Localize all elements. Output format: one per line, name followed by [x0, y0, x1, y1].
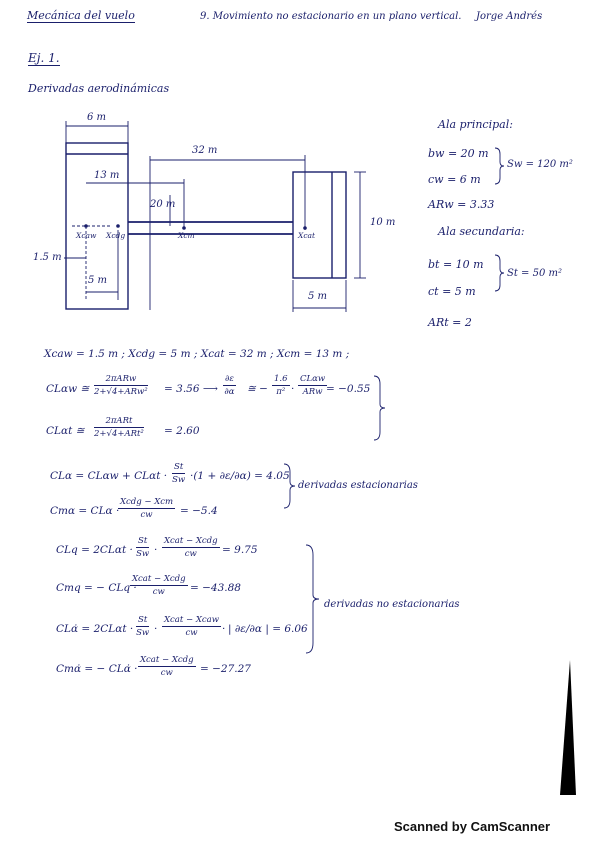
eq1-den: 2+√4+ARw² — [94, 387, 148, 397]
dim-tail-height: 10 m — [370, 217, 396, 228]
eq8-lhs: Cmα̇ = − CLα̇ · — [56, 663, 138, 675]
positions-line: Xcaw = 1.5 m ; Xcdg = 5 m ; Xcat = 32 m ; Xcm = 13 m ; — [44, 348, 350, 360]
nonstationary-label: derivadas no estacionarias — [324, 599, 460, 610]
eq3-sf-num: St — [174, 462, 184, 472]
eq1-mid: = 3.56 ⟶ — [164, 383, 218, 395]
eq6-result: = −43.88 — [190, 582, 241, 594]
eq3-sratio — [172, 462, 185, 485]
tail-heading: Ala secundaria: — [438, 225, 525, 238]
eq2-result: = 2.60 — [164, 425, 200, 437]
main-wing-sw: Sw = 120 m² — [507, 159, 573, 170]
main-wing-bw: bw = 20 m — [428, 147, 489, 160]
eq4-fraction — [118, 497, 175, 520]
dim-offset: 1.5 m — [33, 252, 62, 263]
label-xcdg: Xcdg — [106, 231, 126, 240]
eq5-result: = 9.75 — [222, 544, 258, 556]
eq5-sratio — [136, 536, 149, 559]
eq4-result: = −5.4 — [180, 505, 218, 517]
exercise-title: Ej. 1. — [28, 51, 60, 65]
eq1-c-den: π² — [276, 387, 286, 397]
eq8-den: cw — [160, 668, 173, 678]
eq1-de-num: ∂ε — [225, 374, 234, 384]
eq5-s-num: St — [138, 536, 148, 546]
eq3-lhs: CLα = CLαw + CLαt · — [50, 470, 168, 482]
label-xcm: Xcm — [178, 231, 195, 240]
eq1-fraction — [94, 374, 148, 397]
eq2-den: 2+√4+ARt² — [94, 429, 144, 439]
eq2-lhs: CLαt ≅ — [46, 425, 85, 437]
eq1-num: 2πARw — [94, 374, 148, 386]
eq3-sf-den: Sw — [172, 475, 186, 485]
scanner-mark — [560, 660, 576, 795]
eq7-fraction — [162, 615, 221, 638]
tail-st: St = 50 m² — [507, 268, 562, 279]
eq5-den: cw — [184, 549, 197, 559]
eq1-result: = −0.55 — [326, 383, 371, 395]
eq1-cl — [298, 374, 327, 397]
eq1-dot: · — [291, 383, 295, 395]
dim-inner: 5 m — [88, 275, 108, 286]
eq6-fraction — [130, 574, 188, 597]
eq6-num: Xcat − Xcdg — [132, 574, 186, 584]
scanner-footer: Scanned by CamScanner — [394, 819, 551, 834]
main-wing-cw: cw = 6 m — [428, 173, 481, 186]
exercise-subtitle: Derivadas aerodinámicas — [28, 82, 170, 95]
eq5-dot: · — [154, 544, 158, 556]
eq6-lhs: Cmq = − CLq · — [56, 582, 137, 594]
eq1-cl-den: ARw — [302, 387, 323, 397]
eq4-den: cw — [140, 510, 153, 520]
dim-arm-cm: 13 m — [94, 170, 120, 181]
main-wing-heading: Ala principal: — [438, 118, 513, 131]
tail-bt: bt = 10 m — [428, 258, 484, 271]
eq5-fraction — [162, 536, 220, 559]
eq7-den: cw — [185, 628, 198, 638]
eq1-deda — [223, 374, 236, 397]
dim-chord-wing: 6 m — [87, 112, 107, 123]
eq7-dot: · — [154, 623, 158, 635]
eq8-num: Xcat − Xcdg — [140, 655, 194, 665]
eq1-de-den: ∂α — [224, 387, 235, 397]
stationary-label: derivadas estacionarias — [298, 480, 418, 491]
eq5-num: Xcat − Xcdg — [164, 536, 218, 546]
eq4-num: Xcdg − Xcm — [120, 497, 174, 507]
eq1-eq: ≅ − — [247, 383, 268, 395]
eq3-rest: ·(1 + ∂ε/∂α) = 4.05 — [190, 470, 290, 482]
eq1-coef — [272, 374, 290, 397]
tail-ct: ct = 5 m — [428, 285, 476, 298]
topic-title: 9. Movimiento no estacionario en un plano vertical. — [200, 11, 462, 22]
dim-tail-chord: 5 m — [308, 291, 328, 302]
eq1-c-num: 1.6 — [274, 374, 288, 384]
eq7-deda: | ∂ε/∂α | = 6.06 — [228, 623, 308, 635]
eq8-result: = −27.27 — [200, 663, 251, 675]
eq7-bar: · — [222, 623, 226, 635]
author-name: Jorge Andrés — [476, 11, 543, 22]
eq2-fraction — [94, 416, 144, 439]
eq5-s-den: Sw — [136, 549, 150, 559]
label-xcaw: Xcaw — [76, 231, 97, 240]
eq5-lhs: CLq = 2CLαt · — [56, 544, 133, 556]
eq1-lhs: CLαw ≅ — [46, 383, 90, 395]
label-xcat: Xcat — [298, 231, 316, 240]
eq7-num: Xcat − Xcaw — [164, 615, 219, 625]
dim-arm-tail: 32 m — [192, 145, 218, 156]
eq8-fraction — [138, 655, 196, 678]
eq4-lhs: Cmα = CLα · — [50, 505, 120, 517]
eq1-cl-num: CLαw — [300, 374, 326, 384]
eq7-s-num: St — [138, 615, 148, 625]
eq7-lhs: CLα̇ = 2CLαt · — [56, 623, 134, 635]
eq2-num: 2πARt — [94, 416, 144, 428]
tail-outline — [293, 172, 346, 278]
tail-art: ARt = 2 — [428, 316, 472, 329]
main-wing-arw: ARw = 3.33 — [428, 198, 495, 211]
subject-title: Mecánica del vuelo — [27, 9, 135, 22]
eq6-den: cw — [152, 587, 165, 597]
eq7-sratio — [136, 615, 149, 638]
dim-height: 20 m — [150, 199, 176, 210]
eq7-s-den: Sw — [136, 628, 150, 638]
